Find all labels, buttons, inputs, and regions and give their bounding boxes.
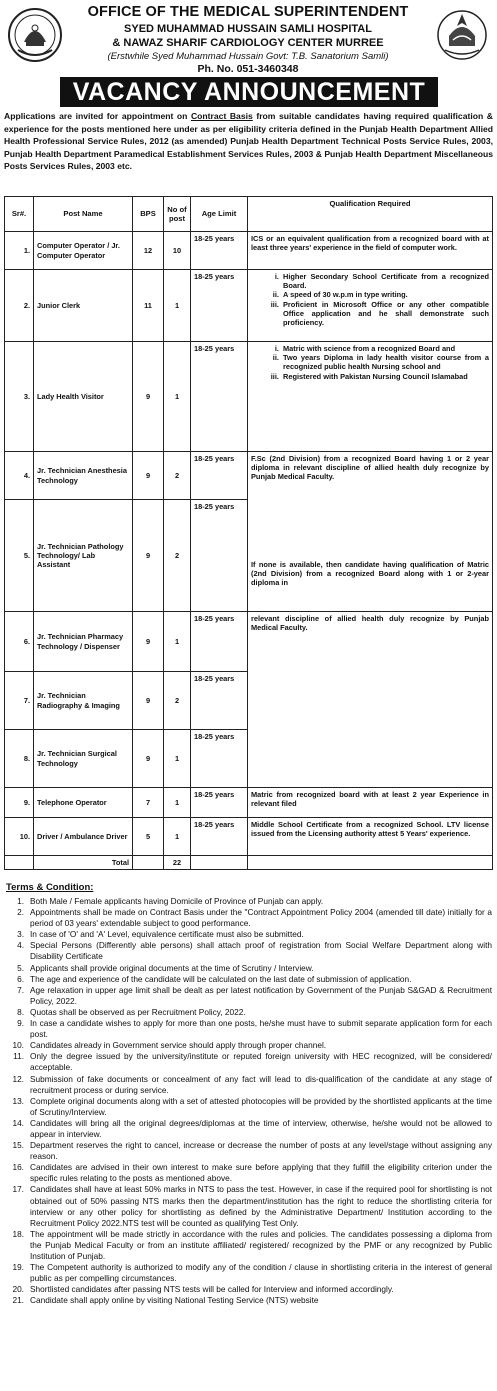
document-header: [0, 0, 497, 112]
header-qual: Qualification Required: [248, 197, 493, 232]
term-text: Candidate shall apply online by visiting National Testing Service (NTS) website: [30, 1295, 319, 1306]
term-item: [6, 940, 492, 962]
term-item: [6, 1295, 492, 1306]
row-post: Lady Health Visitor: [34, 342, 133, 452]
table-total-row: [5, 856, 493, 870]
row-post: Jr. Technician Anesthesia Technology: [34, 452, 133, 500]
term-item: [6, 1140, 492, 1162]
term-number: 15.: [12, 1140, 24, 1151]
term-number: 17.: [12, 1184, 24, 1195]
term-text: Candidates will bring all the original degrees/diplomas at the time of interview, otherwise, he/she would not be allowed to appear in interview.: [30, 1117, 492, 1139]
row-post: Jr. Technician Pharmacy Technology / Dispenser: [34, 612, 133, 672]
row-age: 18-25 years: [191, 672, 248, 730]
term-text: Only the degree issued by the university/institute or reputed foreign university with HEC recognized, will be considered/ acceptable.: [30, 1051, 492, 1073]
row-bps: 7: [133, 788, 164, 818]
term-number: 14.: [12, 1117, 24, 1128]
total-blank: [248, 856, 493, 870]
term-item: [6, 1229, 492, 1262]
term-number: 3.: [17, 929, 24, 940]
term-item: [6, 1118, 492, 1140]
term-text: Appointments shall be made on Contract Basis under the "Contract Appointment Policy 2004 (amended till date) initially for a period of 03 years' extendable subject to good performance.: [30, 907, 492, 929]
row-bps: 9: [133, 500, 164, 612]
term-number: 16.: [12, 1162, 24, 1173]
table-row: [5, 452, 493, 500]
term-item: [6, 1040, 492, 1051]
row-no: 2: [164, 452, 191, 500]
phone-number: Ph. No. 051-3460348: [197, 63, 299, 75]
term-item: [6, 929, 492, 940]
row-sr: 3.: [5, 342, 34, 452]
row-no: 1: [164, 270, 191, 342]
term-number: 21.: [12, 1295, 24, 1306]
term-item: [6, 1018, 492, 1040]
qual-item: ii. Two years Diploma in lady health visitor course from a recognized public health Nursing school and: [281, 353, 489, 371]
row-age: 18-25 years: [191, 232, 248, 270]
row-age: 18-25 years: [191, 452, 248, 500]
row-sr: 8.: [5, 730, 34, 788]
header-sr: Sr#.: [5, 197, 34, 232]
intro-contract-basis: Contract Basis: [190, 111, 253, 121]
row-qual: Middle School Certificate from a recognized School. LTV license issued from the Licensing authority attest 5 Years' experience.: [248, 818, 493, 856]
row-qual: relevant discipline of allied health duly recognize by Punjab Medical Faculty.: [248, 612, 493, 788]
row-post: Telephone Operator: [34, 788, 133, 818]
term-item: [6, 1074, 492, 1096]
table-header-row: [5, 197, 493, 232]
row-sr: 4.: [5, 452, 34, 500]
term-item: [6, 1262, 492, 1284]
row-sr: 7.: [5, 672, 34, 730]
row-no: 10: [164, 232, 191, 270]
row-sr: 5.: [5, 500, 34, 612]
qual-list: [251, 344, 489, 381]
row-no: 2: [164, 500, 191, 612]
total-blank: [133, 856, 164, 870]
row-qual: ICS or an equivalent qualification from a recognized board with at least three years' experience in the field of computer work.: [248, 232, 493, 270]
tech-qual-primary: F.Sc (2nd Division) from a recognized Board having 1 or 2 year diploma in relevant discipline of allied health duly recognize by Punjab Medical Faculty.: [251, 454, 489, 482]
intro-text-end: from suitable candidates having required qualification & experience for the posts mentioned here under as per eligibility criteria defined in the Punjab Health Department Allied Health Professional Service Rules, 2012 (as amended) Punjab Health Department Technical Posts Service Rules, 2003, Punjab Health Department Paramedical Establishment Services Rules, 2003 & Punjab Health Department Miscellaneous Posts Services Rules, 2003 etc.: [4, 111, 493, 172]
row-post: Jr. Technician Pathology Technology/ Lab Assistant: [34, 500, 133, 612]
row-sr: 10.: [5, 818, 34, 856]
tech-qual-alternate: If none is available, then candidate having qualification of Matric (2nd Division) from a recognized Board along with 1 or 2-year diploma in: [251, 559, 489, 588]
table-row: [5, 232, 493, 270]
term-number: 20.: [12, 1284, 24, 1295]
qual-item: i. Matric with science from a recognized Board and: [281, 344, 489, 353]
term-item: [6, 1284, 492, 1295]
qual-item: ii. A speed of 30 w.p.m in type writing.: [281, 290, 489, 299]
row-no: 1: [164, 730, 191, 788]
term-number: 6.: [17, 973, 24, 984]
term-text: Candidates are advised in their own interest to make sure before applying that they fulfill the eligibility criterion under the specific rules relating to the posts as mentioned above.: [30, 1162, 492, 1184]
row-post: Jr. Technician Radiography & Imaging: [34, 672, 133, 730]
term-number: 1.: [17, 896, 24, 906]
row-bps: 9: [133, 342, 164, 452]
emblem-icon: [433, 6, 491, 64]
row-bps: 9: [133, 730, 164, 788]
vacancy-table: [4, 196, 493, 870]
row-bps: 11: [133, 270, 164, 342]
row-bps: 9: [133, 672, 164, 730]
row-no: 2: [164, 672, 191, 730]
term-item: [6, 1007, 492, 1018]
qual-item: i. Higher Secondary School Certificate from a recognized Board.: [281, 272, 489, 290]
header-post: Post Name: [34, 197, 133, 232]
row-sr: 6.: [5, 612, 34, 672]
row-post: Driver / Ambulance Driver: [34, 818, 133, 856]
term-text: Candidates shall have at least 50% marks in NTS to pass the test. However, in case if the required pool for shortlisting is not obtained out of 50% passing NTS marks then the department/institution has the right to reduce the shortlisting criteria for interview or any other policy for shortlisting as defined by the Administrative Department/ Institution according to the Recruitment Policy 2022.NTS test will be counted as qualifying Test Only.: [30, 1184, 492, 1228]
table-row: [5, 612, 493, 672]
row-sr: 9.: [5, 788, 34, 818]
term-item: [6, 974, 492, 985]
row-bps: 5: [133, 818, 164, 856]
row-age: 18-25 years: [191, 612, 248, 672]
term-text: Special Persons (Differently able persons) shall attach proof of registration from Social Welfare Department along with Disability Certificate: [30, 940, 492, 962]
term-text: Applicants shall provide original documents at the time of Scrutiny / Interview.: [30, 962, 314, 973]
row-bps: 9: [133, 612, 164, 672]
total-label: Total: [34, 856, 133, 870]
term-number: 2.: [17, 907, 24, 918]
term-number: 10.: [12, 1040, 24, 1051]
term-text: The Competent authority is authorized to modify any of the condition / clause in shortlisting criteria in the interest of general public as per compelling circumstances.: [30, 1262, 492, 1284]
table-row: [5, 818, 493, 856]
intro-text-start: Applications are invited for appointment on: [4, 111, 191, 121]
term-number: 9.: [17, 1018, 24, 1029]
term-text: Age relaxation in upper age limit shall be dealt as per latest notification by Government of the Punjab S&GAD & Recruitment Policy, 2022.: [30, 984, 492, 1006]
vacancy-banner: VACANCY ANNOUNCEMENT: [60, 77, 438, 107]
term-number: 8.: [17, 1006, 24, 1017]
term-number: 18.: [12, 1228, 24, 1239]
row-no: 1: [164, 788, 191, 818]
table-row: [5, 788, 493, 818]
terms-title: Terms & Condition:: [6, 882, 94, 893]
hospital-name-line2: & NAWAZ SHARIF CARDIOLOGY CENTER MURREE: [112, 37, 384, 49]
row-no: 1: [164, 818, 191, 856]
row-age: 18-25 years: [191, 500, 248, 612]
row-post: Jr. Technician Surgical Technology: [34, 730, 133, 788]
punjab-emblem-right: [433, 6, 491, 64]
term-text: Complete original documents along with a set of attested photocopies will be provided by the shortlisted applicants at the time of Scrutiny/Interview.: [30, 1095, 492, 1117]
term-item: [6, 1184, 492, 1228]
erstwhile-name: (Erstwhile Syed Muhammad Hussain Govt: T.B. Sanatorium Samli): [107, 51, 389, 62]
term-text: In case a candidate wishes to apply for more than one posts, he/she must have to submit separate application form for each post.: [30, 1018, 492, 1040]
row-qual: [248, 270, 493, 342]
term-text: Department reserves the right to cancel, increase or decrease the number of posts at any level/stage without assigning any reason.: [30, 1140, 492, 1162]
term-item: [6, 1162, 492, 1184]
intro-paragraph: [4, 110, 493, 173]
hospital-name-line1: SYED MUHAMMAD HUSSAIN SAMLI HOSPITAL: [124, 23, 372, 35]
term-text: In case of 'O' and 'A' Level, equivalence certificate must also be submitted.: [30, 929, 304, 940]
row-qual: [248, 342, 493, 452]
term-number: 7.: [17, 984, 24, 995]
term-text: Quotas shall be observed as per Recruitment Policy, 2022.: [30, 1006, 246, 1017]
row-age: 18-25 years: [191, 818, 248, 856]
term-number: 13.: [12, 1095, 24, 1106]
term-number: 5.: [17, 962, 24, 973]
term-item: [6, 907, 492, 929]
term-text: Both Male / Female applicants having Domicile of Province of Punjab can apply.: [30, 896, 324, 906]
row-bps: 9: [133, 452, 164, 500]
term-text: The appointment will be made strictly in accordance with the rules and policies. The candidates possessing a diploma from the Punjab Medical Faculty or from an institute affiliated/ registered/ recognized by the PMF or any recognized by Public Institution of Punjab.: [30, 1228, 492, 1261]
header-age: Age Limit: [191, 197, 248, 232]
total-blank: [5, 856, 34, 870]
term-item: [6, 1051, 492, 1073]
emblem-icon: [6, 6, 64, 64]
term-item: [6, 985, 492, 1007]
qual-list: [251, 272, 489, 327]
term-number: 4.: [17, 940, 24, 951]
term-item: [6, 1096, 492, 1118]
term-item: [6, 963, 492, 974]
term-number: 19.: [12, 1262, 24, 1273]
row-age: 18-25 years: [191, 730, 248, 788]
term-text: The age and experience of the candidate will be calculated on the last date of submission of application.: [30, 973, 412, 984]
terms-list: [6, 896, 492, 1306]
qual-item: iii. Proficient in Microsoft Office or any other compatible Office application and he shall demonstrate such proficiency.: [281, 300, 489, 328]
row-sr: 1.: [5, 232, 34, 270]
row-age: 18-25 years: [191, 270, 248, 342]
row-age: 18-25 years: [191, 788, 248, 818]
term-text: Shortlisted candidates after passing NTS tests will be called for Interview and informed accordingly.: [30, 1284, 394, 1295]
term-number: 12.: [12, 1073, 24, 1084]
table-row: [5, 342, 493, 452]
total-blank: [191, 856, 248, 870]
row-qual: Matric from recognized board with at least 2 year Experience in relevant filed: [248, 788, 493, 818]
row-no: 1: [164, 612, 191, 672]
row-post: Junior Clerk: [34, 270, 133, 342]
row-post: Computer Operator / Jr. Computer Operator: [34, 232, 133, 270]
header-bps: BPS: [133, 197, 164, 232]
row-bps: 12: [133, 232, 164, 270]
row-age: 18-25 years: [191, 342, 248, 452]
term-item: [6, 896, 492, 907]
term-number: 11.: [13, 1051, 24, 1062]
table-row: [5, 270, 493, 342]
punjab-emblem-left: [6, 6, 64, 64]
term-text: Candidates already in Government service should apply through proper channel.: [30, 1040, 327, 1051]
total-value: 22: [164, 856, 191, 870]
row-sr: 2.: [5, 270, 34, 342]
qual-item: iii. Registered with Pakistan Nursing Council Islamabad: [281, 372, 489, 381]
office-title: OFFICE OF THE MEDICAL SUPERINTENDENT: [87, 4, 409, 20]
row-no: 1: [164, 342, 191, 452]
technician-qualification: [248, 452, 493, 612]
header-no: No of post: [164, 197, 191, 232]
term-text: Submission of fake documents or concealment of any fact will lead to dis-qualification of the candidate at any stage of recruitment process or during service.: [30, 1073, 492, 1095]
